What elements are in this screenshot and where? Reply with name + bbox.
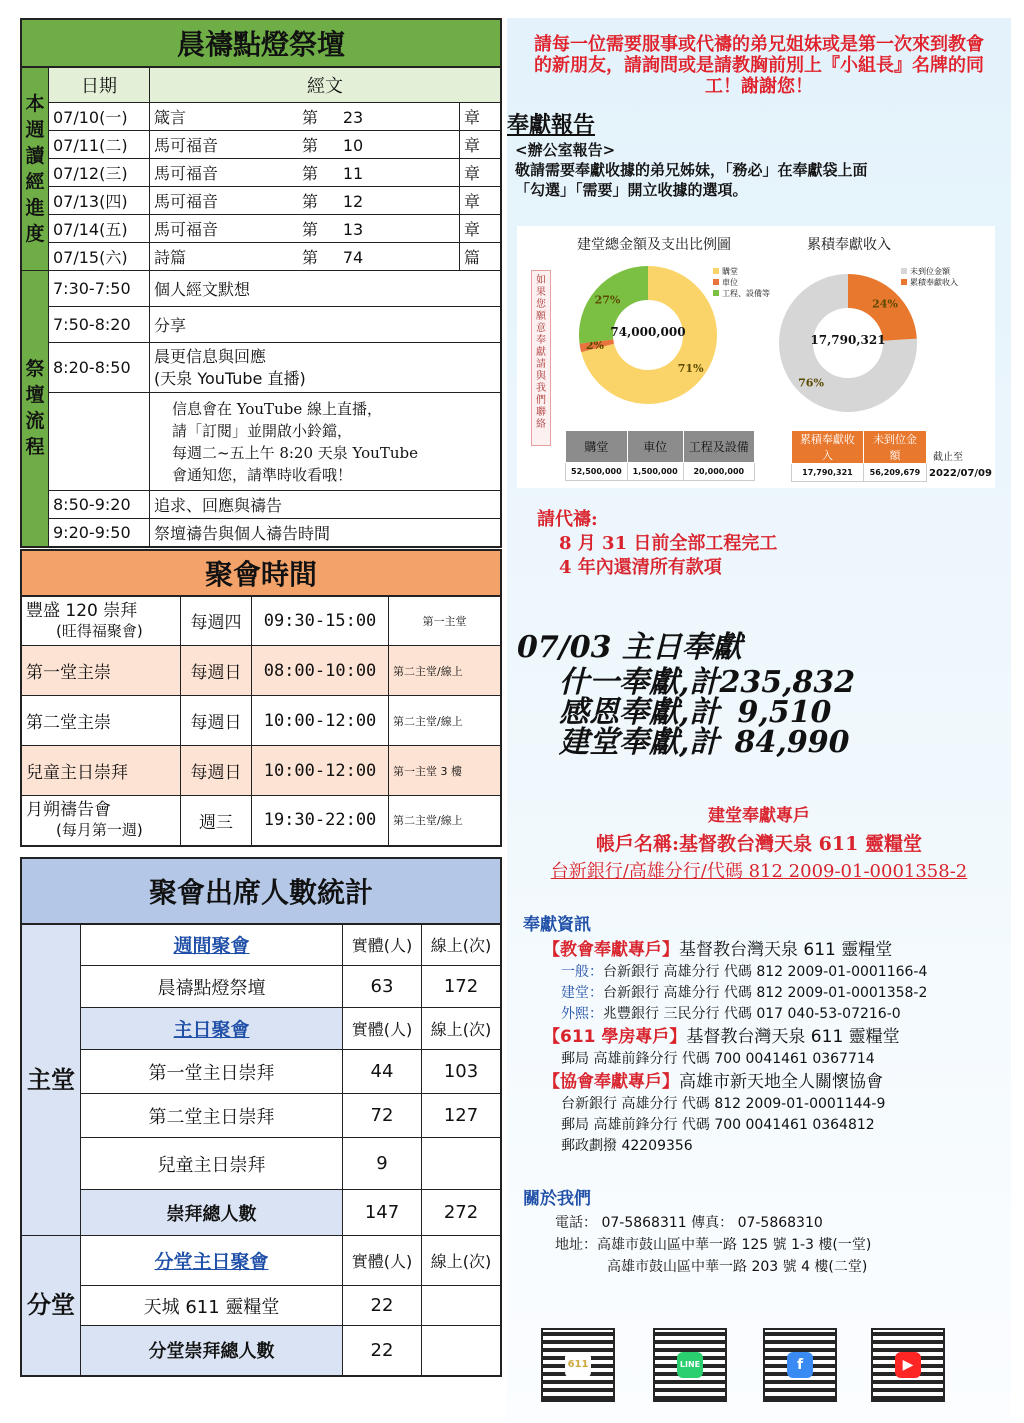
qr-code-website[interactable]	[541, 1328, 615, 1402]
legend-entry	[901, 277, 958, 288]
meeting-times-table	[20, 549, 502, 847]
donut2-center: 17,790,321	[810, 333, 886, 347]
donut-slice-label-1: 2%	[585, 339, 605, 353]
flow-row: 7:50-8:20 分享	[21, 307, 501, 343]
donut1-title: 建堂總金額及支出比例圖	[577, 237, 731, 253]
reading-progress-label: 本週讀經進度	[21, 67, 49, 271]
facebook-icon: f	[787, 1352, 813, 1378]
attendance-row: 兒童主日崇拜 9	[21, 1138, 501, 1190]
donut1-legend	[713, 266, 770, 299]
reading-row: 07/11(二) 馬可福音 第 10 章	[21, 131, 501, 159]
offering-info-title: 奉獻資訊	[523, 915, 591, 935]
reading-row: 07/14(五) 馬可福音 第 13 章	[21, 215, 501, 243]
meeting-row: 第一堂主崇 每週日 08:00-10:00 第二主堂/線上	[21, 646, 501, 696]
offering-progress-table: 累積奉獻收入 未到位金額 17,790,321 56,209,679	[791, 430, 927, 482]
construction-cost-table: 購堂 車位 工程及設備 52,500,000 1,500,000 20,000,000	[565, 430, 755, 481]
legend-label: 未到位金額	[910, 267, 950, 276]
scripture-header: 經文	[150, 67, 502, 103]
weekday-meetings-link[interactable]: 週間聚會	[173, 935, 250, 958]
donut1-center: 74,000,000	[610, 325, 686, 339]
branch-total-row: 分堂崇拜總人數 22	[21, 1326, 501, 1376]
offering-report-title: 奉獻報告	[507, 113, 596, 138]
as-of-date: 2022/07/09	[929, 468, 992, 479]
legend-label: 購堂	[722, 267, 738, 276]
attendance-row: 天城 611 靈糧堂 22	[21, 1286, 501, 1326]
donut2-legend	[901, 266, 958, 288]
meeting-row: 月朔禱告會 (每月第一週) 週三 19:30-22:00 第二主堂/線上	[21, 796, 501, 846]
attendance-table: 聚會出席人數統計 主堂 週間聚會 實體(人) 線上(次) 晨禱點燈祭壇 63 172 主日聚會 實體(人) 線上(次) 第一堂主日崇拜 44 103 第二堂主日崇拜 72 127 兒童主日崇拜 9 崇拜總人數 147 272 分堂 分堂主日聚會 實體(人) 線上(次) 天城 611 靈糧堂 22 分堂崇拜總人數 22	[20, 857, 502, 1377]
donut2-title: 累積奉獻收入	[807, 237, 891, 253]
offering-info-block: 【教會奉獻專戶】基督教台灣天泉 611 靈糧堂 一般：台新銀行 高雄分行 代碼 812 2009-01-0001166-4 建堂：台新銀行 高雄分行 代碼 812 2009-01-0001358-2 外熙：兆豐銀行 三民分行 代碼 017 040-53-07216-0 【611 學房專戶】基督教台灣天泉 611 靈糧堂 郵局 高雄前鋒分行 代碼 700 0041461 0367714 【協會奉獻專戶】高雄市新天地全人關懷協會 台新銀行 高雄分行 代碼 812 2009-01-0001144-9 郵局 高雄前鋒分行 代碼 700 0041461 0364812 郵政劃撥 42209356	[543, 940, 928, 1154]
reading-row: 07/10(一) 箴言 第 23 章	[21, 103, 501, 131]
newcomer-notice: 請每一位需要服事或代禱的弟兄姐妹或是第一次來到教會的新朋友，請詢問或是請教胸前別上『小組長』名牌的同工！謝謝您！	[534, 34, 984, 97]
legend-label: 工程、設備等	[722, 289, 770, 298]
attendance-total-row: 崇拜總人數 147 272	[21, 1190, 501, 1236]
legend-swatch	[901, 268, 907, 274]
qr-code-youtube[interactable]	[871, 1328, 945, 1402]
contact-side-label: 如果您願意奉獻請與我們聯絡	[531, 270, 551, 446]
youtube-note-row: 信息會在 YouTube 線上直播， 請「訂閱」並開啟小鈴鐺， 每週二~五上午 8:20 天泉 YouTube 會通知您，請準時收看哦！	[21, 393, 501, 491]
reading-row: 07/12(三) 馬可福音 第 11 章	[21, 159, 501, 187]
prayer-altar-title: 晨禱點燈祭壇	[21, 19, 501, 67]
sunday-offering-title: 07/03 主日奉獻	[517, 630, 742, 665]
donut-slice-label-0: 71%	[677, 362, 704, 376]
reading-row: 07/15(六) 詩篇 第 74 篇	[21, 243, 501, 271]
meeting-row: 兒童主日崇拜 每週日 10:00-12:00 第一主堂 3 樓	[21, 746, 501, 796]
flow-row: 祭壇流程 7:30-7:50 個人經文默想	[21, 271, 501, 307]
legend-entry	[901, 266, 958, 277]
donut-slice-label-0: 76%	[798, 376, 824, 390]
meeting-times-title: 聚會時間	[21, 550, 501, 596]
legend-swatch	[713, 290, 719, 296]
left-column	[20, 18, 502, 1377]
attendance-row: 第二堂主日崇拜 72 127	[21, 1094, 501, 1138]
legend-swatch	[713, 279, 719, 285]
flow-row: 8:50-9:20 追求、回應與禱告	[21, 491, 501, 519]
youtube-live-note: (天泉 YouTube 直播)	[154, 368, 306, 388]
prayer-request: 請代禱: 8 月 31 日前全部工程完工 4 年內還清所有款項	[537, 509, 778, 578]
flow-row: 8:20-8:50 晨更信息與回應 (天泉 YouTube 直播)	[21, 343, 501, 393]
qr-code-line[interactable]	[653, 1328, 727, 1402]
main-church-label: 主堂	[21, 924, 81, 1236]
as-of-label: 截止至	[933, 452, 963, 463]
legend-entry	[713, 288, 770, 299]
donut-slice-label-1: 24%	[872, 297, 898, 311]
youtube-icon: ▶	[895, 1352, 921, 1378]
legend-entry	[713, 266, 770, 277]
sunday-offering-lines: 什一奉獻,計235,832 感恩奉獻,計 9,510 建堂奉獻,計 84,990	[559, 665, 856, 760]
meeting-row: 第二堂主崇 每週日 10:00-12:00 第二主堂/線上	[21, 696, 501, 746]
altar-flow-label: 祭壇流程	[21, 271, 49, 547]
branch-church-label: 分堂	[21, 1236, 81, 1376]
sunday-meetings-link[interactable]: 主日聚會	[173, 1019, 250, 1041]
meeting-row: 豐盛 120 崇拜 (旺得福聚會) 每週四 09:30-15:00 第一主堂	[21, 596, 501, 646]
qr-code-facebook[interactable]	[763, 1328, 837, 1402]
building-fund-panel	[517, 226, 995, 488]
office-report: <辦公室報告> 敬請需要奉獻收據的弟兄姊妹，「務必」在奉獻袋上面 「勾選」「需要」開立收據的選項。	[515, 141, 868, 199]
611-logo-icon: 611	[565, 1352, 591, 1378]
about-title: 關於我們	[523, 1189, 591, 1209]
legend-label: 累積奉獻收入	[910, 278, 958, 287]
about-block: 電話： 07-5868311 傳真： 07-5868310 地址：高雄市鼓山區中華一路 125 號 1-3 樓(一堂) 高雄市鼓山區中華一路 203 號 4 樓(二堂)	[555, 1212, 871, 1278]
building-account: 建堂奉獻專戶 帳戶名稱:基督教台灣天泉 611 靈糧堂 台新銀行/高雄分行/代碼 812 2009-01-0001358-2	[550, 806, 968, 882]
legend-swatch	[713, 268, 719, 274]
prayer-altar-table	[20, 18, 502, 548]
legend-label: 車位	[722, 278, 738, 287]
phone-fax: 電話： 07-5868311 傳真： 07-5868310	[555, 1215, 823, 1231]
attendance-title: 聚會出席人數統計	[21, 858, 501, 924]
attendance-row: 第一堂主日崇拜 44 103	[21, 1050, 501, 1094]
legend-entry	[713, 277, 770, 288]
legend-swatch	[901, 279, 907, 285]
reading-row: 07/13(四) 馬可福音 第 12 章	[21, 187, 501, 215]
flow-row: 9:20-9:50 祭壇禱告與個人禱告時間	[21, 519, 501, 547]
line-icon: LINE	[677, 1352, 703, 1378]
date-header: 日期	[49, 67, 150, 103]
branch-meetings-link[interactable]: 分堂主日聚會	[154, 1251, 269, 1273]
donut-slice-label-2: 27%	[594, 293, 621, 307]
attendance-row: 晨禱點燈祭壇 63 172	[21, 966, 501, 1008]
right-column	[507, 18, 1011, 1418]
